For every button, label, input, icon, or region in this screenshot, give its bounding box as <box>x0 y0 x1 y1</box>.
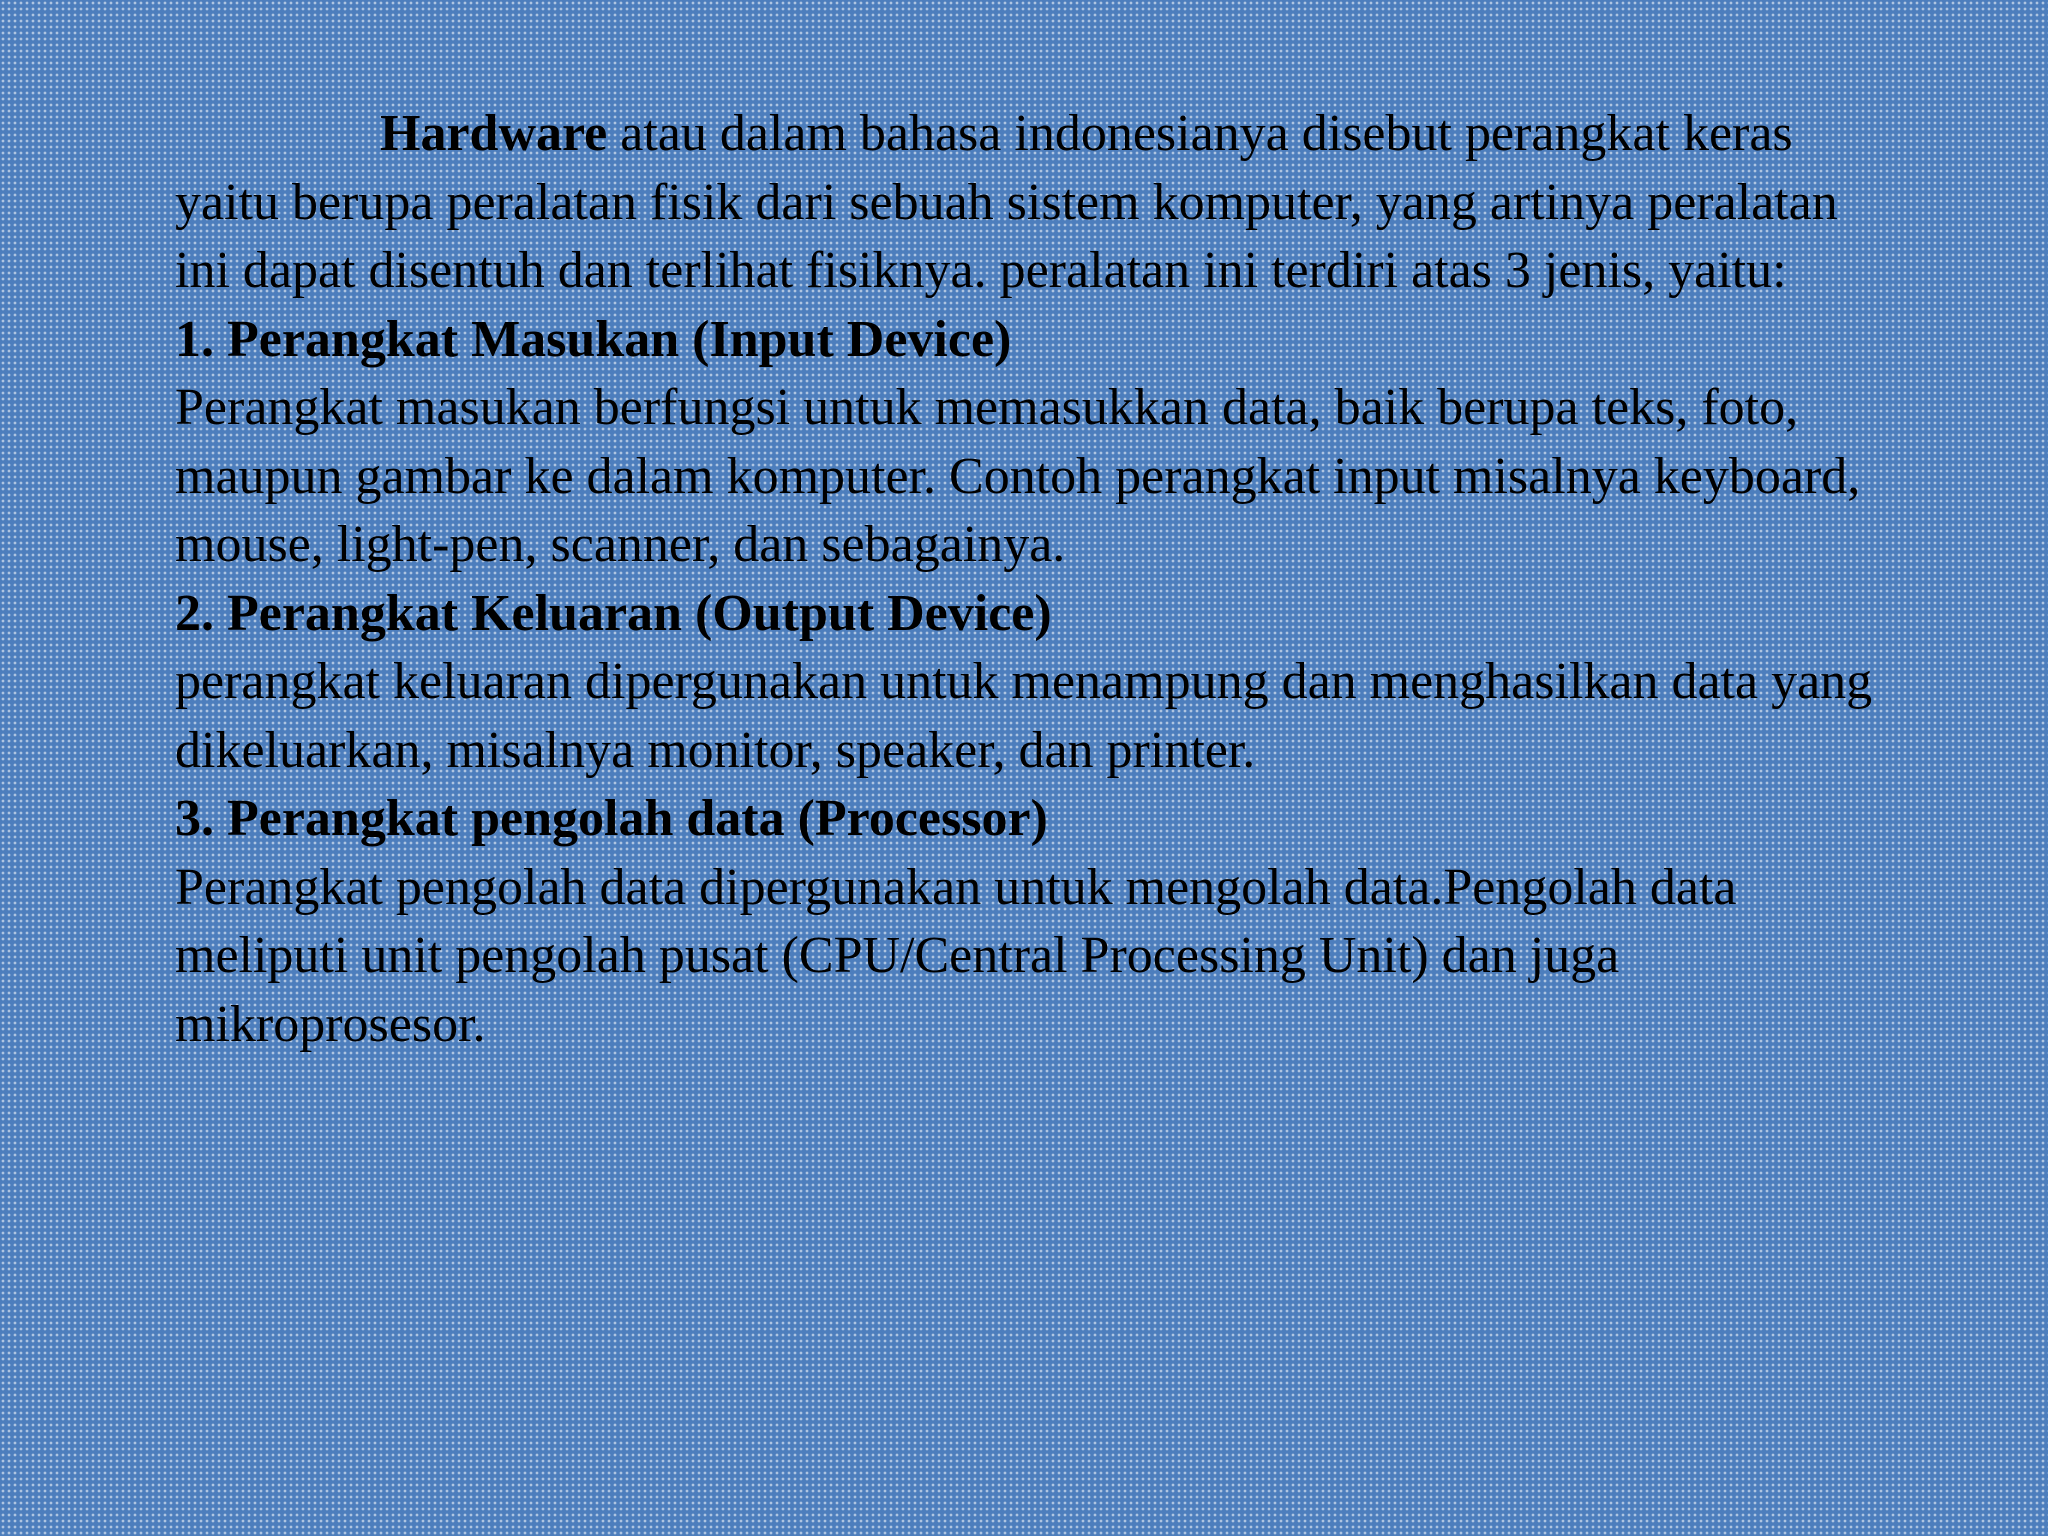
intro-term: Hardware <box>380 105 608 162</box>
slide-content <box>175 100 1875 1059</box>
section-body-output: perangkat keluaran dipergunakan untuk menampung dan menghasilkan data yang dikeluarkan, misalnya monitor, speaker, dan printer. <box>175 653 1873 779</box>
intro-paragraph <box>175 100 1875 306</box>
section-body-processor: Perangkat pengolah data dipergunakan untuk mengolah data.Pengolah data meliputi unit pengolah pusat (CPU/Central Processing Unit) dan juga mikroprosesor. <box>175 858 1737 1053</box>
section-body-input: Perangkat masukan berfungsi untuk memasukkan data, baik berupa teks, foto, maupun gambar ke dalam komputer. Contoh perangkat input misalnya keyboard, mouse, light-pen, scanner, dan sebagainya. <box>175 379 1861 573</box>
section-heading-input: 1. Perangkat Masukan (Input Device) <box>175 310 1012 368</box>
section-heading-processor: 3. Perangkat pengolah data (Processor) <box>175 790 1048 847</box>
intro-text: atau dalam bahasa indonesianya disebut perangkat keras yaitu berupa peralatan fisik dari sebuah sistem komputer, yang artinya peralatan ini dapat disentuh dan terlihat fisiknya. peralatan ini terdiri atas 3 jenis, yaitu: <box>175 105 1838 299</box>
section-heading-output: 2. Perangkat Keluaran (Output Device) <box>175 584 1052 642</box>
